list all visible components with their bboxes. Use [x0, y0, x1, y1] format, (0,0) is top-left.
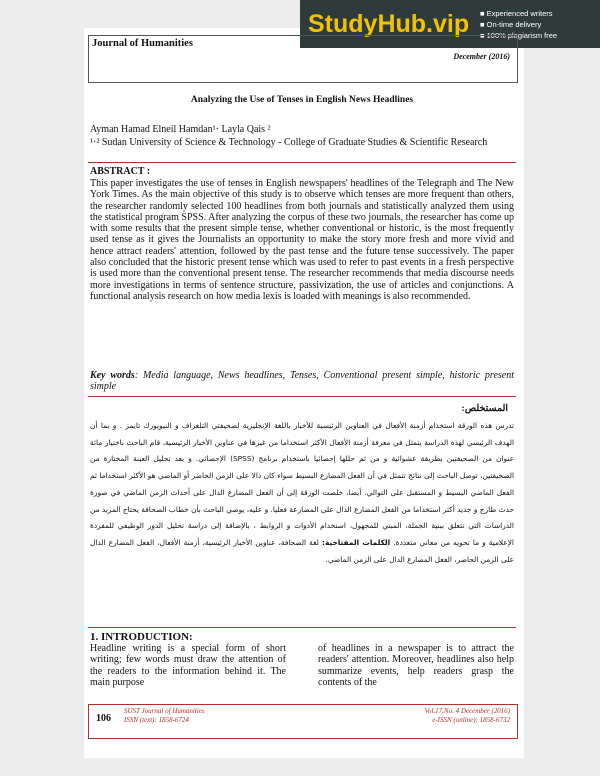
arabic-abstract: [90, 418, 514, 568]
abstract-text: This paper investigates the use of tenses in English newspapers' headlines of the Telegraph and The New York Times. As the main objective of this study is to observe which tenses are more frequent than others, the researcher randomly selected 100 headlines from both journals and statistically analyzed them using the statistical program SPSS. After analyzing the corpus of these two journals, the researcher has come up with some results that the present simple tense, whether conventional or historic, is the most frequently used tense as it gives the Journalists an opportunity to make the story more fresh and more vivid and hence attract readers' attention, followed by the past tense and the future tense successively. The paper also concluded that the historic present tense which was used to refer to past events in a fresh perspective is used more than the conventional present tense. The researcher recommends that media discourse needs more investigations in terms of sentence structure, passivization, the use of articles and conjunctions. A functional analysis research on how media lexis is loaded with meanings is also recommended.: [90, 178, 514, 302]
divider: [88, 396, 516, 397]
journal-name: Journal of Humanities: [92, 38, 193, 49]
paper-title: Analyzing the Use of Tenses in English News Headlines: [190, 95, 414, 105]
divider: [88, 162, 516, 163]
divider: [88, 627, 516, 628]
footer-volume: Vol.17.No. 4 December (2016): [424, 707, 510, 715]
arabic-keywords-label: الكلمات المفتاحية:: [321, 537, 391, 547]
keywords-label: Key words: [90, 370, 135, 381]
footer-left: [124, 707, 205, 725]
footer-journal: SUST Journal of Humanities: [124, 707, 205, 715]
affiliation: ¹·² Sudan University of Science & Technology - College of Graduate Studies & Scientific Research: [90, 137, 488, 148]
issue-date: December (2016): [453, 52, 510, 61]
brand-logo[interactable]: StudyHub.vip: [308, 9, 470, 38]
arabic-abstract-text: تدرس هذه الورقة استخدام أزمنة الأفعال في العناوين الرئيسية للأخبار باللغة الإنجليزية لصحيفتي التلغراف و النيويورك تايمز . و بما أن الهدف الرئيسي لهذه الدراسة يتمثل في معرفة أزمنة الأفعال الأكثر استخداما من غيرها في عناوين الأخبار الرئيسية، قام الباحث باختيار مائة عنوان من الصحيفتين بطريقة عشوائية و من ثم حللها إحصائيا باستخدام برنامج (SPSS) الإحصائي. و بعد تحليل العينة المختارة من الصحيفتين، توصل الباحث إلى نتائج تتمثل في أن الفعل المضارع البسيط سواء كان دالا على الزمن الحاضر أو الماضي هو الأكثر استخداما ثم الفعل الماضي البسيط و المستقبل على التوالي. أيضا، خلصت الورقة إلى أن الفعل المضارع الدال على أحداث الزمن الماضي في صورة حدث طازج و جديد أكثر استخداما من الفعل المضارع الدال على المضارعة فعليا. و عليه، يوصي الباحث بأن خطاب الصحافة يحتاج المزيد من الدراسات التي تتعلق ببنية الجملة، المبني للمجهول، استخدام الأدوات و الروابط ، بالإضافة إلى دراسة تحليل الدور الوظيفي للمفردة الإعلامية و ما تحويه من معاني متعددة.: [90, 421, 514, 547]
page-number: 106: [96, 713, 111, 724]
body-column-right: of headlines in a newspaper is to attract the readers' attention. Moreover, headlines also help summarize events, help readers grasp the contents of the: [318, 643, 514, 688]
section-heading: 1. INTRODUCTION:: [90, 631, 193, 643]
footer-issn: ISSN (text): 1858-6724: [124, 716, 189, 724]
keywords-text: : Media language, News headlines, Tenses, Conventional present simple, historic present simple: [90, 370, 514, 393]
authors: Ayman Hamad Elneil Hamdan¹· Layla Qais ²: [90, 124, 271, 135]
arabic-keywords-text: لغة الصحافة، عناوين الأخبار الرئيسية، أزمنة الأفعال، الفعل المضارع الدال على الزمن الحاضر، الفعل المضارع الدال على الزمن الماضي.: [90, 537, 514, 564]
abstract-heading: ABSTRACT :: [90, 166, 151, 177]
feature-item: ■ 100% plagiarism free: [480, 30, 557, 41]
feature-item: ■ Experienced writers: [480, 8, 557, 19]
footer-right: [424, 707, 510, 725]
keywords: [90, 370, 514, 393]
footer-eissn: e-ISSN (online): 1858-6732: [432, 716, 510, 724]
arabic-abstract-heading: المستخلص:: [461, 404, 508, 414]
feature-item: ■ On-time delivery: [480, 19, 557, 30]
body-column-left: Headline writing is a special form of short writing; few words must draw the attention of the readers to the information behind it. The main purpose: [90, 643, 286, 688]
